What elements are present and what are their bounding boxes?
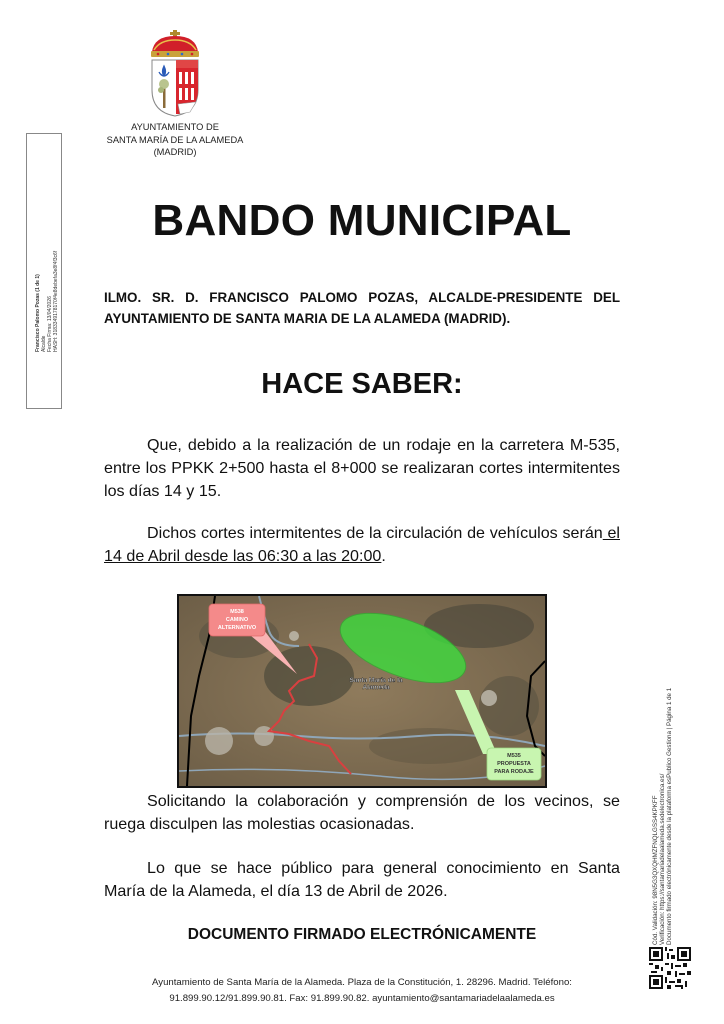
signature-hash: HASH: 3183349178170f4e8debefa3e8f4f3c6f [53, 250, 59, 352]
document-title-text: BANDO MUNICIPAL [152, 196, 572, 245]
green-callout-line: M535 [507, 753, 521, 759]
validation-platform: Documento firmado electrónicamente desde la plataforma esPublico Gestiona | Página 1 de 1 [666, 687, 674, 945]
electronically-signed-text: DOCUMENTO FIRMADO ELECTRÓNICAMENTE [187, 926, 537, 943]
document-title [0, 196, 724, 246]
footer-contact [104, 975, 620, 1007]
footer-phones-email: 91.899.90.12/91.899.90.81. Fax: 91.899.90.82. ayuntamiento@santamariadelaalameda.es [169, 993, 555, 1004]
mayor-heading: ILMO. SR. D. FRANCISCO PALOMO POZAS, ALCALDE-PRESIDENTE DEL AYUNTAMIENTO DE SANTA MARIA DE LA ALAMEDA (MADRID). [104, 290, 620, 326]
paragraph-apology: Solicitando la colaboración y comprensión de los vecinos, se ruega disculpen las molestias ocasionadas. [104, 792, 620, 833]
green-callout-line: PARA RODAJE [494, 769, 534, 775]
paragraph-roadwork: Que, debido a la realización de un rodaje en la carretera M-535, entre los PPKK 2+500 hasta el 8+000 se realizaran cortes intermitentes los días 14 y 15. [104, 436, 620, 500]
schedule-suffix: . [381, 547, 386, 565]
schedule-prefix: Dichos cortes intermitentes de la circulación de vehículos serán [147, 524, 603, 542]
validation-code: Cód. Validación: 98N5G3QXQHMZFNQLGSS4KPKFF [652, 795, 659, 945]
qr-code-icon[interactable] [649, 947, 691, 989]
council-line: SANTA MARÍA DE LA ALAMEDA [106, 134, 244, 145]
council-name [100, 121, 250, 159]
schedule-date-underlined: el 14 de Abril desde las 06:30 a las 20:00 [104, 524, 621, 565]
town-label: Alameda [362, 684, 390, 691]
council-line: AYUNTAMIENTO DE [131, 122, 219, 132]
hace-saber-heading: HACE SABER: [261, 368, 463, 400]
red-callout-line: CAMINO [225, 617, 249, 623]
coat-of-arms-logo [140, 28, 210, 120]
validation-url[interactable]: Verificación: https://santamariadelaalameda.sedelectronica.es/ [659, 773, 667, 945]
signer-name: Francisco Palomo Pozas (1 de 1) [35, 274, 41, 352]
council-line: (MADRID) [153, 147, 197, 157]
route-map-image [177, 594, 547, 788]
signature-date: Fecha Firma: 13/04/2026 [47, 296, 53, 352]
footer-address: Ayuntamiento de Santa María de la Alameda. Plaza de la Constitución, 1. 28296. Madrid. Teléfono: [152, 977, 572, 988]
red-callout-line: ALTERNATIVO [217, 625, 257, 631]
red-callout-line: M538 [230, 609, 244, 615]
green-callout-line: PROPUESTA [497, 761, 531, 767]
electronically-signed-notice [0, 926, 724, 944]
paragraph-publication: Lo que se hace público para general conocimiento en Santa María de la Alameda, el día 13 de Abril de 2026. [104, 859, 620, 900]
validation-strip [652, 615, 692, 945]
paragraph-schedule [104, 522, 620, 568]
signer-role: Alcalde [41, 335, 47, 352]
town-label: Santa María de la [349, 677, 403, 684]
